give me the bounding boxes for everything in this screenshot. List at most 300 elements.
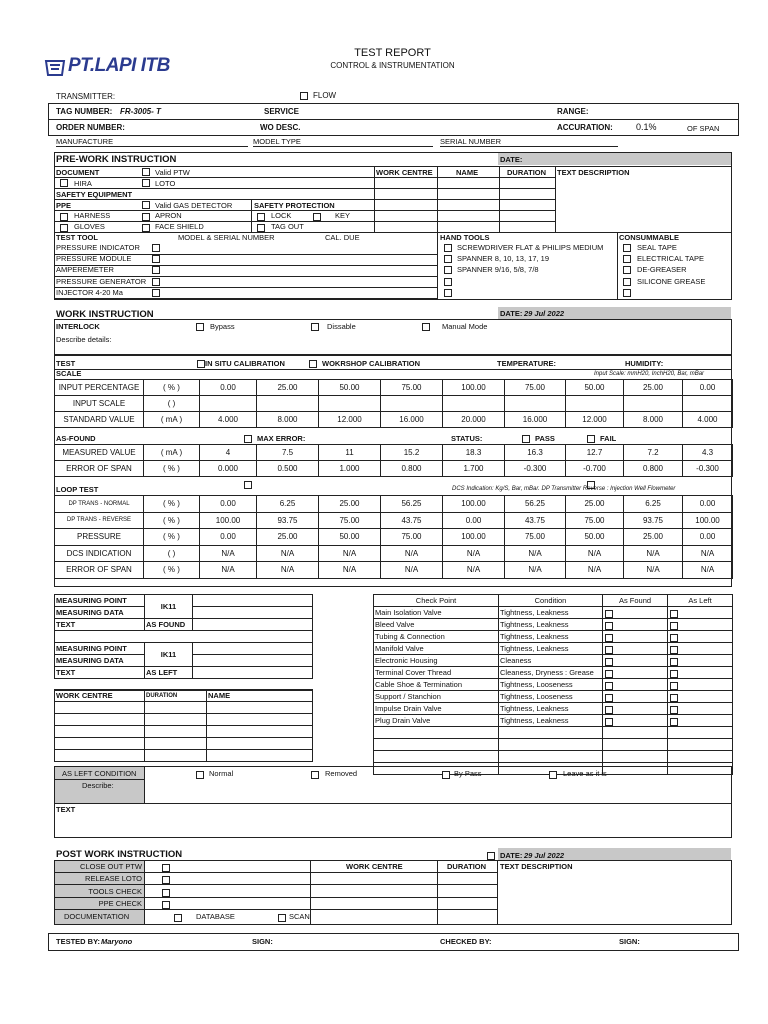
face-shield-label: FACE SHIELD bbox=[155, 222, 204, 231]
check-row bbox=[374, 715, 733, 727]
tag-number-value[interactable]: FR-3005- T bbox=[120, 107, 161, 116]
as-left-cell bbox=[668, 751, 733, 763]
as-found-checkbox[interactable] bbox=[605, 670, 613, 678]
value-cell[interactable]: 16.000 bbox=[505, 412, 566, 428]
value-cell[interactable] bbox=[319, 396, 381, 412]
value-cell[interactable]: N/A bbox=[505, 562, 566, 579]
value-cell[interactable] bbox=[200, 396, 257, 412]
post-date-checkbox[interactable] bbox=[487, 852, 495, 860]
as-left-checkbox[interactable] bbox=[670, 610, 678, 618]
row-label: MEASURED VALUE bbox=[55, 445, 144, 461]
bypass-left-checkbox[interactable] bbox=[442, 771, 450, 779]
grid-row bbox=[55, 412, 733, 428]
value-cell[interactable]: 0.00 bbox=[683, 529, 733, 546]
condition-cell bbox=[499, 751, 603, 763]
tested-by-label: TESTED BY: bbox=[56, 937, 101, 946]
value-cell[interactable]: 6.25 bbox=[257, 496, 319, 513]
as-left-checkbox[interactable] bbox=[670, 694, 678, 702]
value-cell[interactable]: 50.00 bbox=[566, 529, 624, 546]
check-point-cell: Manifold Valve bbox=[374, 643, 499, 655]
consumable-label: CONSUMMABLE bbox=[619, 233, 679, 242]
dissable-label: Dissable bbox=[327, 322, 356, 331]
value-cell[interactable]: 12.000 bbox=[319, 412, 381, 428]
value-cell[interactable]: N/A bbox=[443, 562, 505, 579]
value-cell[interactable]: N/A bbox=[200, 545, 257, 562]
gloves-label: GLOVES bbox=[74, 222, 105, 231]
measuring-table-found bbox=[54, 594, 313, 691]
check-row bbox=[374, 607, 733, 619]
valid-ptw-checkbox[interactable] bbox=[142, 168, 150, 176]
value-cell[interactable]: N/A bbox=[566, 562, 624, 579]
condition-cell: Tightness, Leakness bbox=[499, 703, 603, 715]
hand-tool-checkbox[interactable] bbox=[444, 244, 452, 252]
value-cell[interactable]: N/A bbox=[683, 545, 733, 562]
lock-label: LOCK bbox=[271, 211, 292, 220]
value-cell[interactable]: 8.000 bbox=[624, 412, 683, 428]
work-date-label: DATE: bbox=[500, 309, 523, 318]
value-cell[interactable]: 100.00 bbox=[683, 512, 733, 529]
as-found-cell bbox=[603, 703, 668, 715]
value-cell[interactable]: N/A bbox=[624, 545, 683, 562]
hand-tool-checkbox[interactable] bbox=[444, 266, 452, 274]
work-instruction-title: WORK INSTRUCTION bbox=[56, 309, 154, 320]
check-point-cell: Main Isolation Valve bbox=[374, 607, 499, 619]
document-label: DOCUMENT bbox=[56, 168, 100, 177]
as-found-checkbox[interactable] bbox=[605, 718, 613, 726]
as-found-checkbox[interactable] bbox=[605, 694, 613, 702]
value-cell[interactable]: 25.00 bbox=[624, 529, 683, 546]
value-cell[interactable]: 16.000 bbox=[381, 412, 443, 428]
check-row bbox=[374, 679, 733, 691]
as-left-checkbox[interactable] bbox=[670, 706, 678, 714]
as-left-checkbox[interactable] bbox=[670, 670, 678, 678]
row-unit: ( mA ) bbox=[144, 412, 200, 428]
value-cell[interactable]: 4.000 bbox=[683, 412, 733, 428]
check-point-cell bbox=[374, 751, 499, 763]
check-point-table bbox=[373, 594, 733, 775]
as-left-cell bbox=[668, 667, 733, 679]
value-cell[interactable] bbox=[566, 396, 624, 412]
value-cell[interactable]: N/A bbox=[257, 562, 319, 579]
value-cell[interactable]: 0.00 bbox=[200, 529, 257, 546]
check-point-cell: Plug Drain Valve bbox=[374, 715, 499, 727]
consumable-checkbox[interactable] bbox=[623, 255, 631, 263]
work-date-value[interactable]: 29 Jul 2022 bbox=[524, 309, 565, 318]
as-found-checkbox[interactable] bbox=[605, 610, 613, 618]
as-found-checkbox[interactable] bbox=[605, 658, 613, 666]
as-left-checkbox[interactable] bbox=[670, 646, 678, 654]
value-cell[interactable]: 1.000 bbox=[319, 461, 381, 477]
normal-label: Normal bbox=[209, 769, 234, 778]
test-tool-item: PRESSURE INDICATOR bbox=[56, 243, 140, 252]
value-cell[interactable]: -0.300 bbox=[683, 461, 733, 477]
as-left-condition-label: AS LEFT CONDITION bbox=[62, 769, 137, 778]
as-found-cell bbox=[603, 751, 668, 763]
value-cell[interactable]: -0.300 bbox=[505, 461, 566, 477]
post-date-label: DATE: bbox=[500, 851, 523, 860]
as-left-checkbox[interactable] bbox=[670, 718, 678, 726]
cal-due-label: CAL. DUE bbox=[325, 233, 360, 242]
bypass-checkbox[interactable] bbox=[196, 323, 204, 331]
as-found-cell bbox=[603, 643, 668, 655]
wo-desc-label: WO DESC. bbox=[260, 123, 301, 132]
test-tool-checkbox[interactable] bbox=[152, 266, 160, 274]
value-cell[interactable]: 4 bbox=[200, 445, 257, 461]
value-cell[interactable]: N/A bbox=[381, 545, 443, 562]
consumable-item: DE-GREASER bbox=[637, 265, 687, 275]
value-cell[interactable]: N/A bbox=[566, 545, 624, 562]
value-cell[interactable]: N/A bbox=[257, 545, 319, 562]
condition-cell: Tightness, Leakness bbox=[499, 619, 603, 631]
value-cell[interactable]: 100.00 bbox=[200, 512, 257, 529]
value-cell[interactable]: 50.00 bbox=[319, 529, 381, 546]
bypass-label: Bypass bbox=[210, 322, 235, 331]
grid-row bbox=[55, 545, 733, 562]
key-label: KEY bbox=[335, 211, 351, 220]
row-unit: ( % ) bbox=[144, 562, 200, 579]
flow-label: FLOW bbox=[313, 91, 337, 100]
post-item-checkbox[interactable] bbox=[162, 876, 170, 884]
database-checkbox[interactable] bbox=[174, 914, 182, 922]
row-label: INPUT PERCENTAGE bbox=[55, 380, 144, 396]
as-left-checkbox[interactable] bbox=[670, 682, 678, 690]
max-error-label: MAX ERROR: bbox=[257, 434, 306, 443]
value-cell[interactable]: 43.75 bbox=[381, 512, 443, 529]
pre-work-title: PRE-WORK INSTRUCTION bbox=[56, 154, 177, 165]
consumable-checkbox[interactable] bbox=[623, 278, 631, 286]
value-cell[interactable]: 0.00 bbox=[443, 512, 505, 529]
as-found-checkbox[interactable] bbox=[605, 706, 613, 714]
as-found-checkbox[interactable] bbox=[605, 622, 613, 630]
check-point-cell: Support / Stanchion bbox=[374, 691, 499, 703]
value-cell[interactable]: 0.500 bbox=[257, 461, 319, 477]
consumable-item: SILICONE GREASE bbox=[637, 276, 706, 286]
value-cell[interactable]: N/A bbox=[683, 562, 733, 579]
value-cell[interactable]: N/A bbox=[505, 545, 566, 562]
grid-row bbox=[55, 396, 733, 412]
value-cell[interactable]: 1.700 bbox=[443, 461, 505, 477]
company-logo bbox=[44, 55, 194, 79]
tag-out-checkbox[interactable] bbox=[257, 224, 265, 232]
scan-checkbox[interactable] bbox=[278, 914, 286, 922]
ik11-value-1[interactable]: IK11 bbox=[145, 595, 193, 619]
pre-date-label: DATE: bbox=[500, 155, 523, 164]
consumable-checkbox[interactable] bbox=[623, 266, 631, 274]
manufacture-label: MANUFACTURE bbox=[56, 137, 114, 146]
value-cell[interactable]: 75.00 bbox=[381, 380, 443, 396]
sign-label-1: SIGN: bbox=[252, 937, 273, 946]
fail-checkbox[interactable] bbox=[587, 435, 595, 443]
as-found-cell bbox=[603, 655, 668, 667]
checked-by-label: CHECKED BY: bbox=[440, 937, 492, 946]
name-label-2: NAME bbox=[207, 690, 313, 702]
value-cell[interactable]: 50.00 bbox=[566, 380, 624, 396]
as-left-checkbox[interactable] bbox=[670, 634, 678, 642]
value-cell[interactable]: 12.000 bbox=[566, 412, 624, 428]
value-cell[interactable]: 93.75 bbox=[624, 512, 683, 529]
transmitter-label: TRANSMITTER: bbox=[56, 92, 116, 101]
describe-details-label: Describe details: bbox=[56, 335, 112, 344]
value-cell[interactable]: 0.000 bbox=[200, 461, 257, 477]
value-cell[interactable] bbox=[683, 396, 733, 412]
value-cell[interactable]: 75.00 bbox=[566, 512, 624, 529]
value-cell[interactable]: 4.000 bbox=[200, 412, 257, 428]
as-found-cell bbox=[603, 679, 668, 691]
test-tool-checkbox[interactable] bbox=[152, 255, 160, 263]
value-cell[interactable]: 50.00 bbox=[319, 380, 381, 396]
fail-label: FAIL bbox=[600, 434, 617, 443]
value-cell[interactable]: 0.00 bbox=[683, 496, 733, 513]
apron-checkbox[interactable] bbox=[142, 213, 150, 221]
value-cell[interactable]: 7.5 bbox=[257, 445, 319, 461]
tag-out-label: TAG OUT bbox=[271, 222, 304, 231]
gas-detector-checkbox[interactable] bbox=[142, 201, 150, 209]
value-cell[interactable]: 4.3 bbox=[683, 445, 733, 461]
test-tool-item: INJECTOR 4-20 Ma bbox=[56, 287, 123, 297]
gloves-checkbox[interactable] bbox=[60, 224, 68, 232]
check-point-cell: Bleed Valve bbox=[374, 619, 499, 631]
value-cell[interactable]: N/A bbox=[200, 562, 257, 579]
as-left-checkbox[interactable] bbox=[670, 622, 678, 630]
as-found-cell bbox=[603, 691, 668, 703]
condition-cell: Tightness, Leakness bbox=[499, 607, 603, 619]
as-left-text-label: TEXT bbox=[56, 805, 76, 814]
safety-protection-label: SAFETY PROTECTION bbox=[254, 201, 335, 210]
face-shield-checkbox[interactable] bbox=[142, 224, 150, 232]
hand-tool-checkbox[interactable] bbox=[444, 278, 452, 286]
consumable-checkbox[interactable] bbox=[623, 244, 631, 252]
as-found-cell bbox=[603, 727, 668, 739]
name-header: NAME bbox=[456, 168, 479, 177]
test-tool-checkbox[interactable] bbox=[152, 278, 160, 286]
loto-checkbox[interactable] bbox=[142, 179, 150, 187]
database-label: DATABASE bbox=[196, 912, 235, 921]
hand-tool-checkbox[interactable] bbox=[444, 255, 452, 263]
row-label: DP TRANS - NORMAL bbox=[55, 496, 144, 513]
value-cell[interactable]: 0.00 bbox=[200, 496, 257, 513]
test-tool-item: AMPEREMETER bbox=[56, 265, 114, 275]
hira-label: HIRA bbox=[74, 179, 92, 188]
value-cell[interactable]: 75.00 bbox=[381, 529, 443, 546]
value-cell[interactable]: 15.2 bbox=[381, 445, 443, 461]
row-label: STANDARD VALUE bbox=[55, 412, 144, 428]
value-cell[interactable]: N/A bbox=[443, 545, 505, 562]
loop-test-label: LOOP TEST bbox=[56, 485, 99, 494]
as-left-cell bbox=[668, 715, 733, 727]
consumable-item: ELECTRICAL TAPE bbox=[637, 254, 704, 264]
value-cell[interactable]: 20.000 bbox=[443, 412, 505, 428]
grid-row bbox=[55, 461, 733, 477]
pass-checkbox[interactable] bbox=[522, 435, 530, 443]
condition-cell: Tightness, Looseness bbox=[499, 691, 603, 703]
condition-cell: Cleaness, Dryness : Grease bbox=[499, 667, 603, 679]
value-cell[interactable]: 11 bbox=[319, 445, 381, 461]
check-point-cell: Cable Shoe & Termination bbox=[374, 679, 499, 691]
harness-checkbox[interactable] bbox=[60, 213, 68, 221]
grid-row bbox=[55, 380, 733, 396]
leave-as-is-checkbox[interactable] bbox=[549, 771, 557, 779]
condition-cell bbox=[499, 739, 603, 751]
value-cell[interactable]: 75.00 bbox=[505, 529, 566, 546]
as-found-checkbox[interactable] bbox=[605, 634, 613, 642]
normal-checkbox[interactable] bbox=[196, 771, 204, 779]
value-cell[interactable]: 0.800 bbox=[381, 461, 443, 477]
value-cell[interactable]: 0.00 bbox=[200, 380, 257, 396]
tested-by-name[interactable]: Maryono bbox=[101, 937, 133, 946]
value-cell[interactable]: 25.00 bbox=[624, 380, 683, 396]
key-checkbox[interactable] bbox=[313, 213, 321, 221]
value-cell[interactable] bbox=[505, 396, 566, 412]
value-cell[interactable]: 93.75 bbox=[257, 512, 319, 529]
value-cell[interactable] bbox=[443, 396, 505, 412]
as-left-checkbox[interactable] bbox=[670, 658, 678, 666]
test-tool-label: TEST TOOL bbox=[56, 233, 98, 242]
as-found-header: As Found bbox=[603, 595, 668, 607]
manual-mode-checkbox[interactable] bbox=[422, 323, 430, 331]
row-unit: ( ) bbox=[144, 396, 200, 412]
loop-test-checkbox[interactable] bbox=[244, 481, 252, 489]
check-row bbox=[374, 751, 733, 763]
value-cell[interactable]: 56.25 bbox=[381, 496, 443, 513]
value-cell[interactable]: 16.3 bbox=[505, 445, 566, 461]
accuration-value[interactable]: 0.1% bbox=[636, 122, 657, 132]
measuring-data-label: MEASURING DATA bbox=[55, 607, 145, 619]
value-cell[interactable]: N/A bbox=[319, 562, 381, 579]
text-label-2: TEXT bbox=[55, 667, 145, 679]
post-item-checkbox[interactable] bbox=[162, 889, 170, 897]
logo-emblem-icon bbox=[44, 57, 66, 79]
pass-label: PASS bbox=[535, 434, 555, 443]
as-left-cell bbox=[668, 703, 733, 715]
hand-tool-item: SCREWDRIVER FLAT & PHILIPS MEDIUM bbox=[457, 243, 604, 252]
post-item-checkbox[interactable] bbox=[162, 864, 170, 872]
value-cell[interactable]: 25.00 bbox=[257, 529, 319, 546]
check-row bbox=[374, 655, 733, 667]
value-cell[interactable]: N/A bbox=[381, 562, 443, 579]
max-error-checkbox[interactable] bbox=[244, 435, 252, 443]
valid-ptw-label: Valid PTW bbox=[155, 168, 190, 177]
hira-checkbox[interactable] bbox=[60, 179, 68, 187]
value-cell[interactable]: 12.7 bbox=[566, 445, 624, 461]
of-span-label: OF SPAN bbox=[687, 124, 720, 133]
test-tool-checkbox[interactable] bbox=[152, 244, 160, 252]
flow-checkbox[interactable] bbox=[300, 92, 308, 100]
value-cell[interactable]: 100.00 bbox=[443, 496, 505, 513]
check-row bbox=[374, 739, 733, 751]
check-point-cell: Impulse Drain Valve bbox=[374, 703, 499, 715]
row-unit: ( % ) bbox=[144, 529, 200, 546]
test-tool-item: PRESSURE MODULE bbox=[56, 254, 132, 264]
as-found-checkbox[interactable] bbox=[605, 646, 613, 654]
condition-cell: Tightness, Looseness bbox=[499, 679, 603, 691]
value-cell[interactable]: 0.800 bbox=[624, 461, 683, 477]
as-left-cell bbox=[668, 631, 733, 643]
as-left-cell bbox=[668, 679, 733, 691]
check-row bbox=[374, 631, 733, 643]
scan-label: SCAN bbox=[289, 912, 310, 921]
value-cell[interactable]: 25.00 bbox=[319, 496, 381, 513]
post-item-label: RELEASE LOTO bbox=[85, 874, 142, 884]
value-cell[interactable]: 75.00 bbox=[505, 380, 566, 396]
lock-checkbox[interactable] bbox=[257, 213, 265, 221]
value-cell[interactable]: 0.00 bbox=[683, 380, 733, 396]
as-found-cell bbox=[603, 607, 668, 619]
value-cell[interactable]: 100.00 bbox=[443, 529, 505, 546]
value-cell[interactable]: 43.75 bbox=[505, 512, 566, 529]
logo-text: PT.LAPI ITB bbox=[68, 55, 170, 76]
value-cell[interactable] bbox=[381, 396, 443, 412]
row-label: DP TRANS - REVERSE bbox=[55, 512, 144, 529]
as-left-cell bbox=[668, 739, 733, 751]
row-unit: ( % ) bbox=[144, 512, 200, 529]
value-cell[interactable]: 100.00 bbox=[443, 380, 505, 396]
value-cell[interactable] bbox=[624, 396, 683, 412]
value-cell[interactable]: 18.3 bbox=[443, 445, 505, 461]
row-label: INPUT SCALE bbox=[55, 396, 144, 412]
hand-tool-checkbox[interactable] bbox=[444, 289, 452, 297]
in-situ-checkbox[interactable] bbox=[197, 360, 205, 368]
ppe-label: PPE bbox=[56, 201, 72, 210]
measuring-point-label: MEASURING POINT bbox=[55, 595, 145, 607]
hand-tools-label: HAND TOOLS bbox=[440, 233, 490, 242]
as-found-cell bbox=[603, 631, 668, 643]
harness-label: HARNESS bbox=[74, 211, 111, 220]
consumable-checkbox[interactable] bbox=[623, 289, 631, 297]
test-tool-checkbox[interactable] bbox=[152, 289, 160, 297]
value-cell[interactable]: 7.2 bbox=[624, 445, 683, 461]
condition-cell bbox=[499, 727, 603, 739]
ik11-value-2[interactable]: IK11 bbox=[145, 643, 193, 667]
text-description-header: TEXT DESCRIPTION bbox=[557, 168, 630, 177]
as-left-cell bbox=[668, 655, 733, 667]
value-cell[interactable]: 56.25 bbox=[505, 496, 566, 513]
post-date-value[interactable]: 29 Jul 2022 bbox=[524, 851, 565, 860]
work-centre-label-2: WORK CENTRE bbox=[55, 690, 145, 702]
value-cell[interactable]: -0.700 bbox=[566, 461, 624, 477]
value-cell[interactable]: 25.00 bbox=[566, 496, 624, 513]
removed-checkbox[interactable] bbox=[311, 771, 319, 779]
condition-cell: Tightness, Leakness bbox=[499, 715, 603, 727]
apron-label: APRON bbox=[155, 211, 182, 220]
as-found-label-2: AS FOUND bbox=[145, 619, 193, 631]
value-cell[interactable] bbox=[257, 396, 319, 412]
value-cell[interactable]: 6.25 bbox=[624, 496, 683, 513]
post-item-label: PPE CHECK bbox=[98, 898, 142, 908]
value-cell[interactable]: N/A bbox=[624, 562, 683, 579]
value-cell[interactable]: 75.00 bbox=[319, 512, 381, 529]
row-unit: ( % ) bbox=[144, 496, 200, 513]
row-unit: ( % ) bbox=[144, 380, 200, 396]
as-found-label: AS-FOUND bbox=[56, 434, 96, 443]
value-cell[interactable]: 25.00 bbox=[257, 380, 319, 396]
dissable-checkbox[interactable] bbox=[311, 323, 319, 331]
value-cell[interactable]: 8.000 bbox=[257, 412, 319, 428]
row-label: ERROR OF SPAN bbox=[55, 461, 144, 477]
post-item-checkbox[interactable] bbox=[162, 901, 170, 909]
as-left-cell bbox=[668, 691, 733, 703]
removed-label: Removed bbox=[325, 769, 358, 778]
loop-test-table bbox=[54, 495, 733, 579]
condition-cell: Tightness, Leakness bbox=[499, 643, 603, 655]
as-left-cell bbox=[668, 607, 733, 619]
workshop-checkbox[interactable] bbox=[309, 360, 317, 368]
dcs-indication-note: DCS Indication: Kg/S, Bar, mBar. DP Transmitter Reverse : Injection Well Flowmeter bbox=[452, 486, 676, 492]
value-cell[interactable]: N/A bbox=[319, 545, 381, 562]
model-serial-label: MODEL & SERIAL NUMBER bbox=[178, 233, 275, 242]
hand-tool-item: SPANNER 8, 10, 13, 17, 19 bbox=[457, 254, 549, 264]
as-left-label: AS LEFT bbox=[145, 667, 193, 679]
as-found-checkbox[interactable] bbox=[605, 682, 613, 690]
